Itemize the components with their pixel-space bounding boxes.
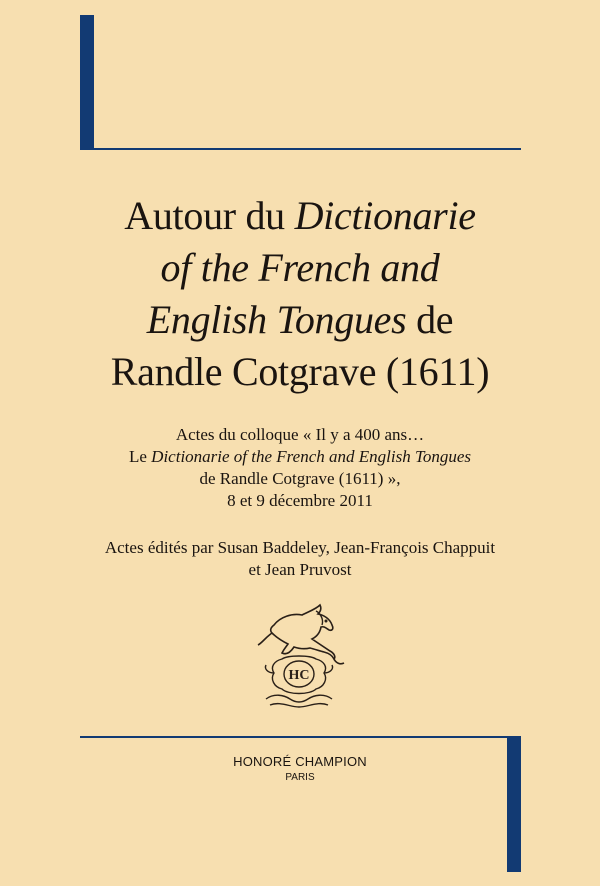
- top-vertical-bar: [80, 15, 94, 150]
- title-line-3: English Tongues de: [146, 297, 454, 342]
- title-line-1: Autour du Dictionarie: [124, 193, 476, 238]
- book-title: [60, 190, 540, 398]
- logo-monogram: HC: [288, 668, 310, 683]
- actes-line-1: Actes du colloque « Il y a 400 ans…: [175, 425, 425, 444]
- editors-line-1: Actes édités par Susan Baddeley, Jean-François Chappuit: [104, 538, 496, 557]
- editors-credit: [60, 537, 540, 581]
- actes-line-2: Le Dictionarie of the French and English Tongues: [128, 447, 472, 466]
- bottom-vertical-bar: [507, 737, 521, 872]
- horse-emblem-icon: [244, 603, 354, 711]
- actes-line-4: 8 et 9 décembre 2011: [227, 491, 373, 510]
- title-line-2: of the French and: [160, 245, 440, 290]
- actes-line-3: de Randle Cotgrave (1611) »,: [199, 469, 401, 488]
- title-line-4: Randle Cotgrave (1611): [110, 349, 490, 394]
- conference-subtitle: [60, 424, 540, 512]
- publisher-city: PARIS: [285, 772, 315, 783]
- editors-line-2: et Jean Pruvost: [248, 560, 352, 579]
- top-horizontal-rule: [80, 148, 521, 150]
- publisher-name: HONORÉ CHAMPION: [233, 754, 367, 769]
- bottom-horizontal-rule: [80, 736, 521, 738]
